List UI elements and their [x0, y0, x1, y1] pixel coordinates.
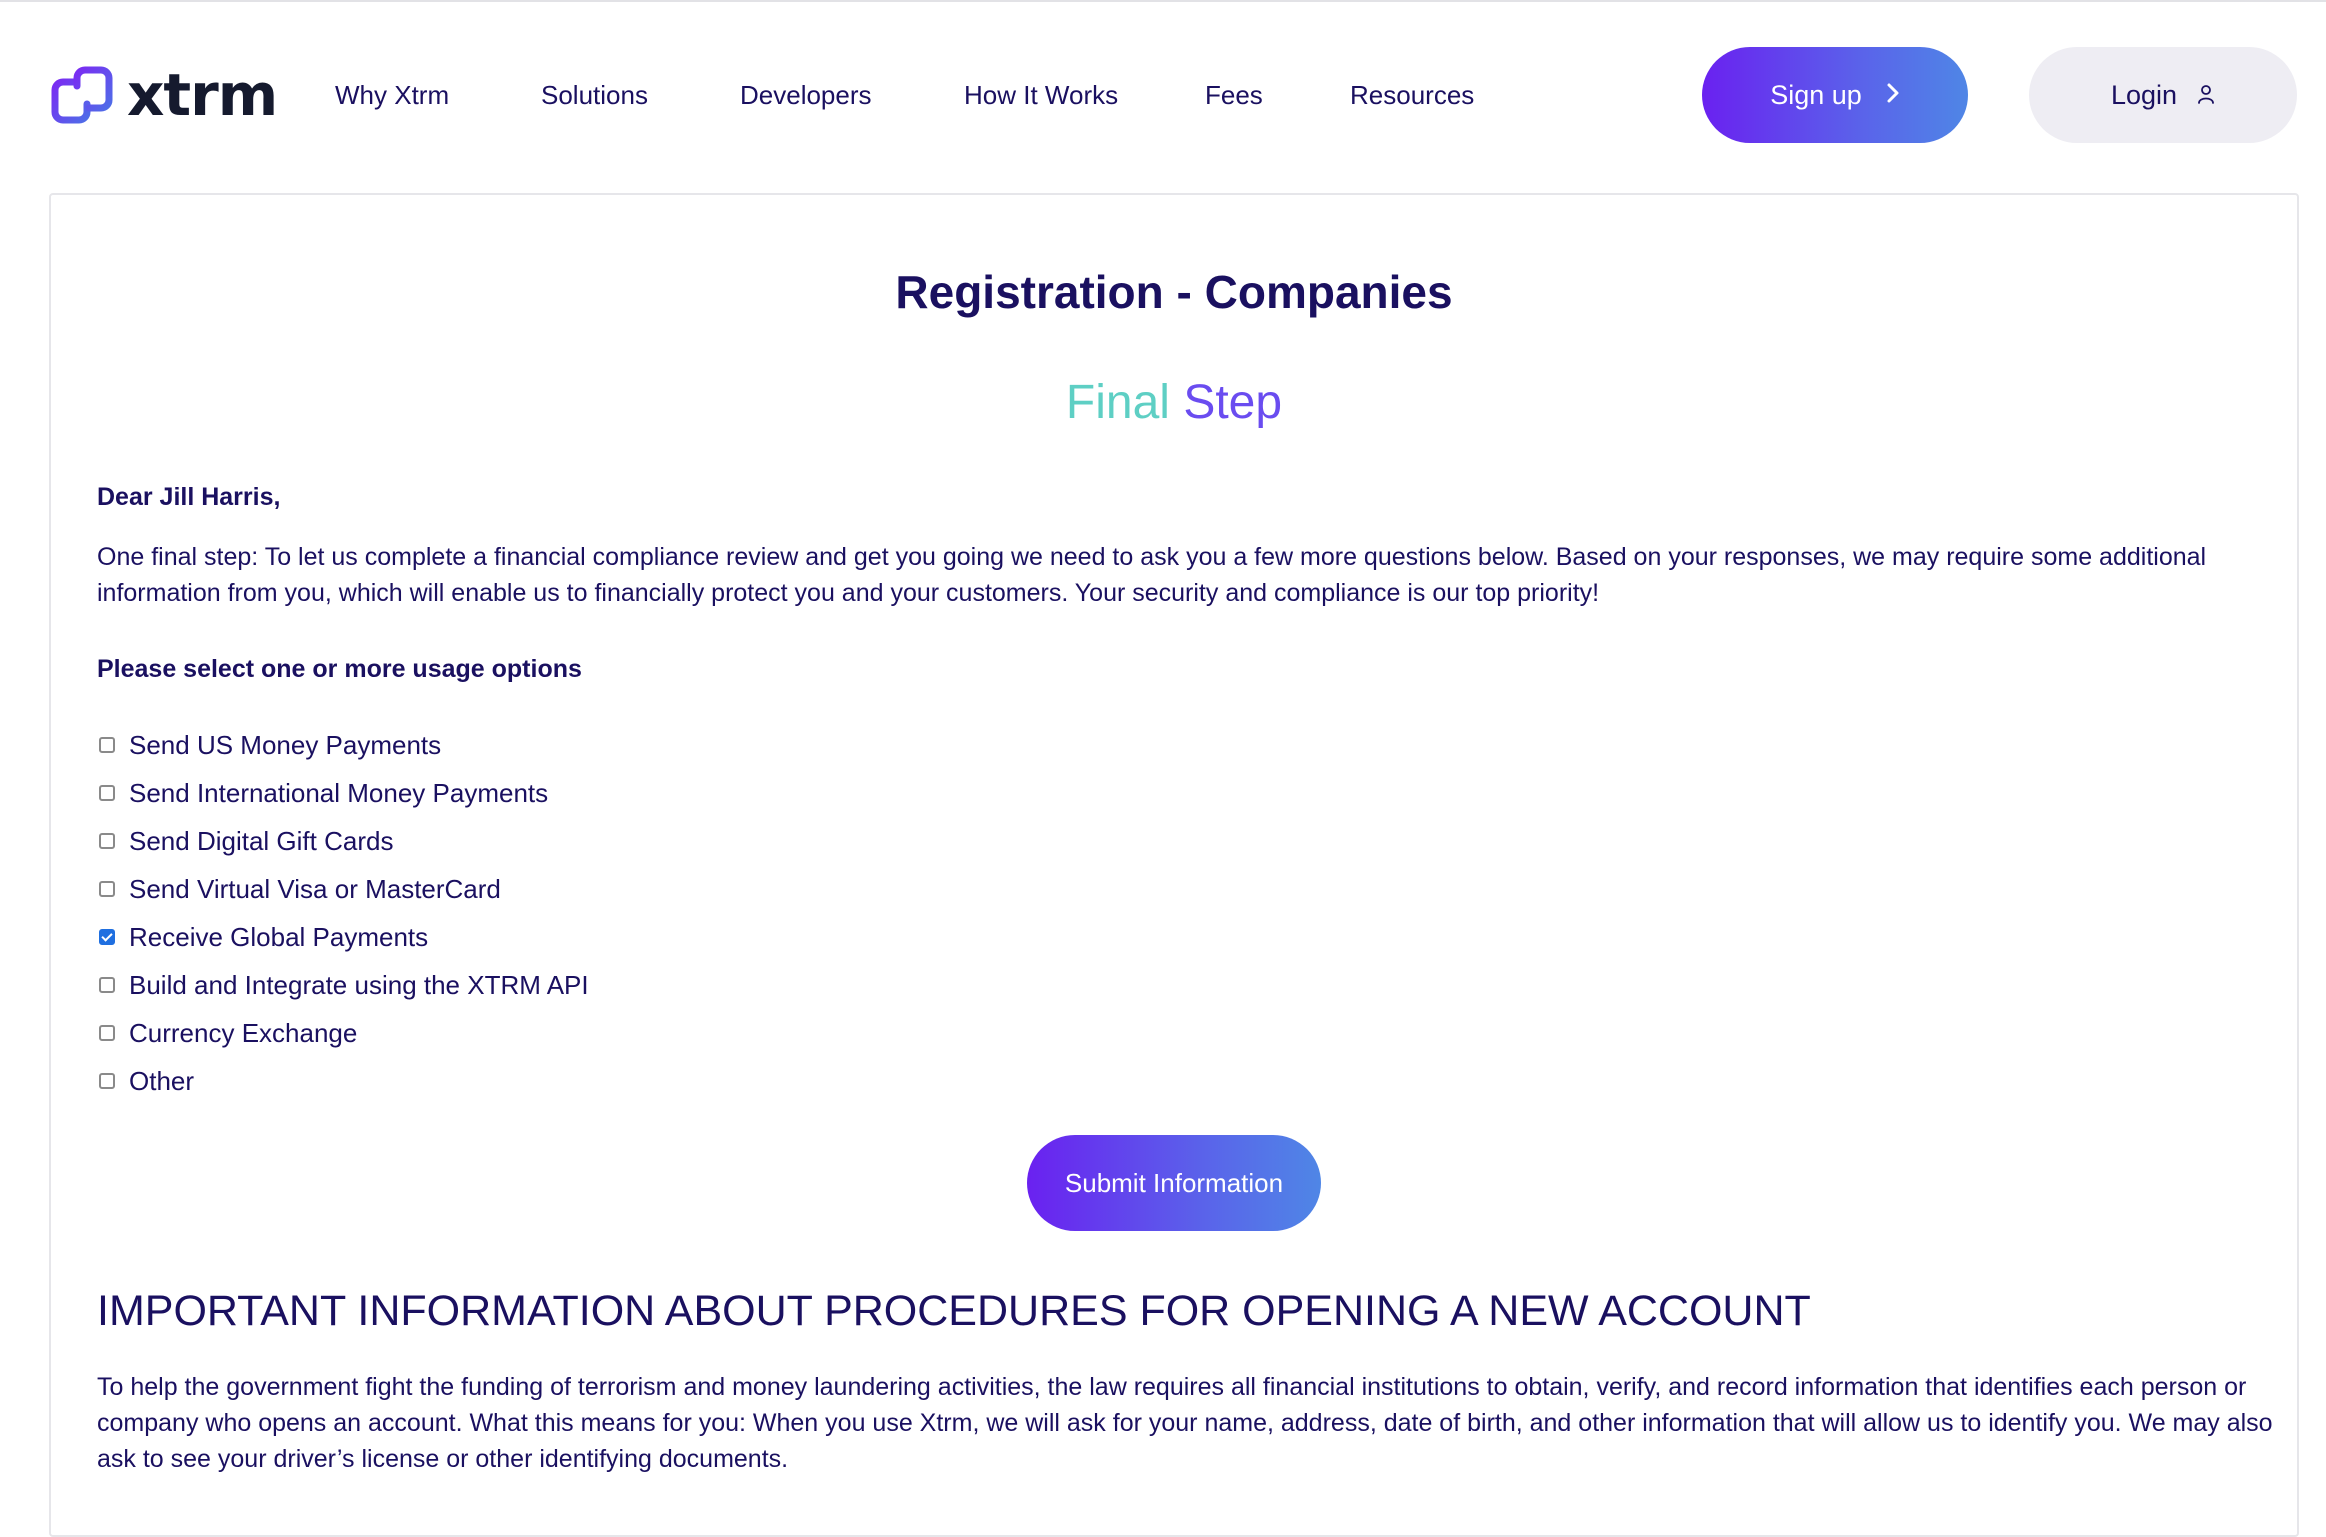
nav-how-it-works[interactable]: How It Works: [964, 80, 1119, 110]
checkbox-checked[interactable]: [99, 929, 115, 945]
option-send-virtual-card[interactable]: [97, 869, 501, 909]
important-info-body: To help the government fight the funding of terrorism and money laundering activities, the law requires all financial institutions to obtain, verify, and record information that identifies each person or company who opens an account. What this means for you: When you use Xtrm, we will ask for your name, address, date of birth, and other information that will allow us to identify you. We may also ask to see your driver’s license or other identifying documents.: [97, 1373, 2273, 1473]
submit-information-button[interactable]: Submit Information: [1027, 1135, 1321, 1231]
checkbox[interactable]: [99, 833, 115, 849]
usage-options-label: Please select one or more usage options: [97, 655, 582, 683]
nav-solutions[interactable]: Solutions: [541, 80, 648, 110]
xtrm-logo-icon: [49, 64, 115, 126]
option-label: Send International Money Payments: [129, 777, 549, 808]
xtrm-logo[interactable]: [49, 62, 277, 128]
signup-label: Sign up: [1770, 79, 1862, 110]
nav-resources[interactable]: Resources: [1350, 80, 1475, 110]
option-label: Send Virtual Visa or MasterCard: [129, 873, 501, 904]
option-label: Other: [129, 1065, 195, 1096]
site-header: [0, 0, 2326, 190]
checkbox[interactable]: [99, 977, 115, 993]
checkbox[interactable]: [99, 785, 115, 801]
login-button[interactable]: [2029, 47, 2297, 143]
option-send-digital-gift-cards[interactable]: [97, 821, 393, 861]
intro-paragraph: One final step: To let us complete a financial compliance review and get you going we need to ask you a few more questions below. Based on your responses, we may require some additional information from you, which will enable us to financially protect you and your customers. Your security and compliance is our top priority!: [97, 543, 2207, 607]
nav-fees[interactable]: Fees: [1205, 80, 1263, 110]
page-subtitle: [51, 375, 2297, 430]
option-other[interactable]: [97, 1061, 194, 1101]
checkbox[interactable]: [99, 1025, 115, 1041]
option-label: Receive Global Payments: [129, 921, 429, 952]
option-send-international-money[interactable]: [97, 773, 548, 813]
page-title: Registration - Companies: [895, 266, 1453, 318]
subtitle-final: Final: [1065, 376, 1170, 429]
option-currency-exchange[interactable]: [97, 1013, 357, 1053]
checkbox[interactable]: [99, 737, 115, 753]
login-label: Login: [2110, 79, 2178, 110]
option-label: Build and Integrate using the XTRM API: [129, 969, 589, 1000]
signup-button[interactable]: [1702, 47, 1968, 143]
option-label: Send Digital Gift Cards: [129, 825, 394, 856]
chevron-right-icon: [1886, 80, 1900, 111]
registration-card: [49, 193, 2299, 1537]
checkbox[interactable]: [99, 881, 115, 897]
user-icon: [2197, 80, 2215, 111]
option-label: Currency Exchange: [129, 1017, 358, 1048]
subtitle-step: Step: [1183, 376, 1283, 429]
nav-developers[interactable]: Developers: [740, 80, 872, 110]
option-label: Send US Money Payments: [129, 729, 442, 760]
option-receive-global-payments[interactable]: [97, 917, 428, 957]
greeting: Dear Jill Harris,: [97, 483, 281, 511]
xtrm-logo-text: xtrm: [127, 61, 278, 129]
important-info-heading: IMPORTANT INFORMATION ABOUT PROCEDURES FOR OPENING A NEW ACCOUNT: [97, 1287, 1811, 1335]
nav-why-xtrm[interactable]: Why Xtrm: [335, 80, 450, 110]
option-send-us-money[interactable]: [97, 725, 441, 765]
checkbox[interactable]: [99, 1073, 115, 1089]
option-build-integrate-api[interactable]: [97, 965, 589, 1005]
